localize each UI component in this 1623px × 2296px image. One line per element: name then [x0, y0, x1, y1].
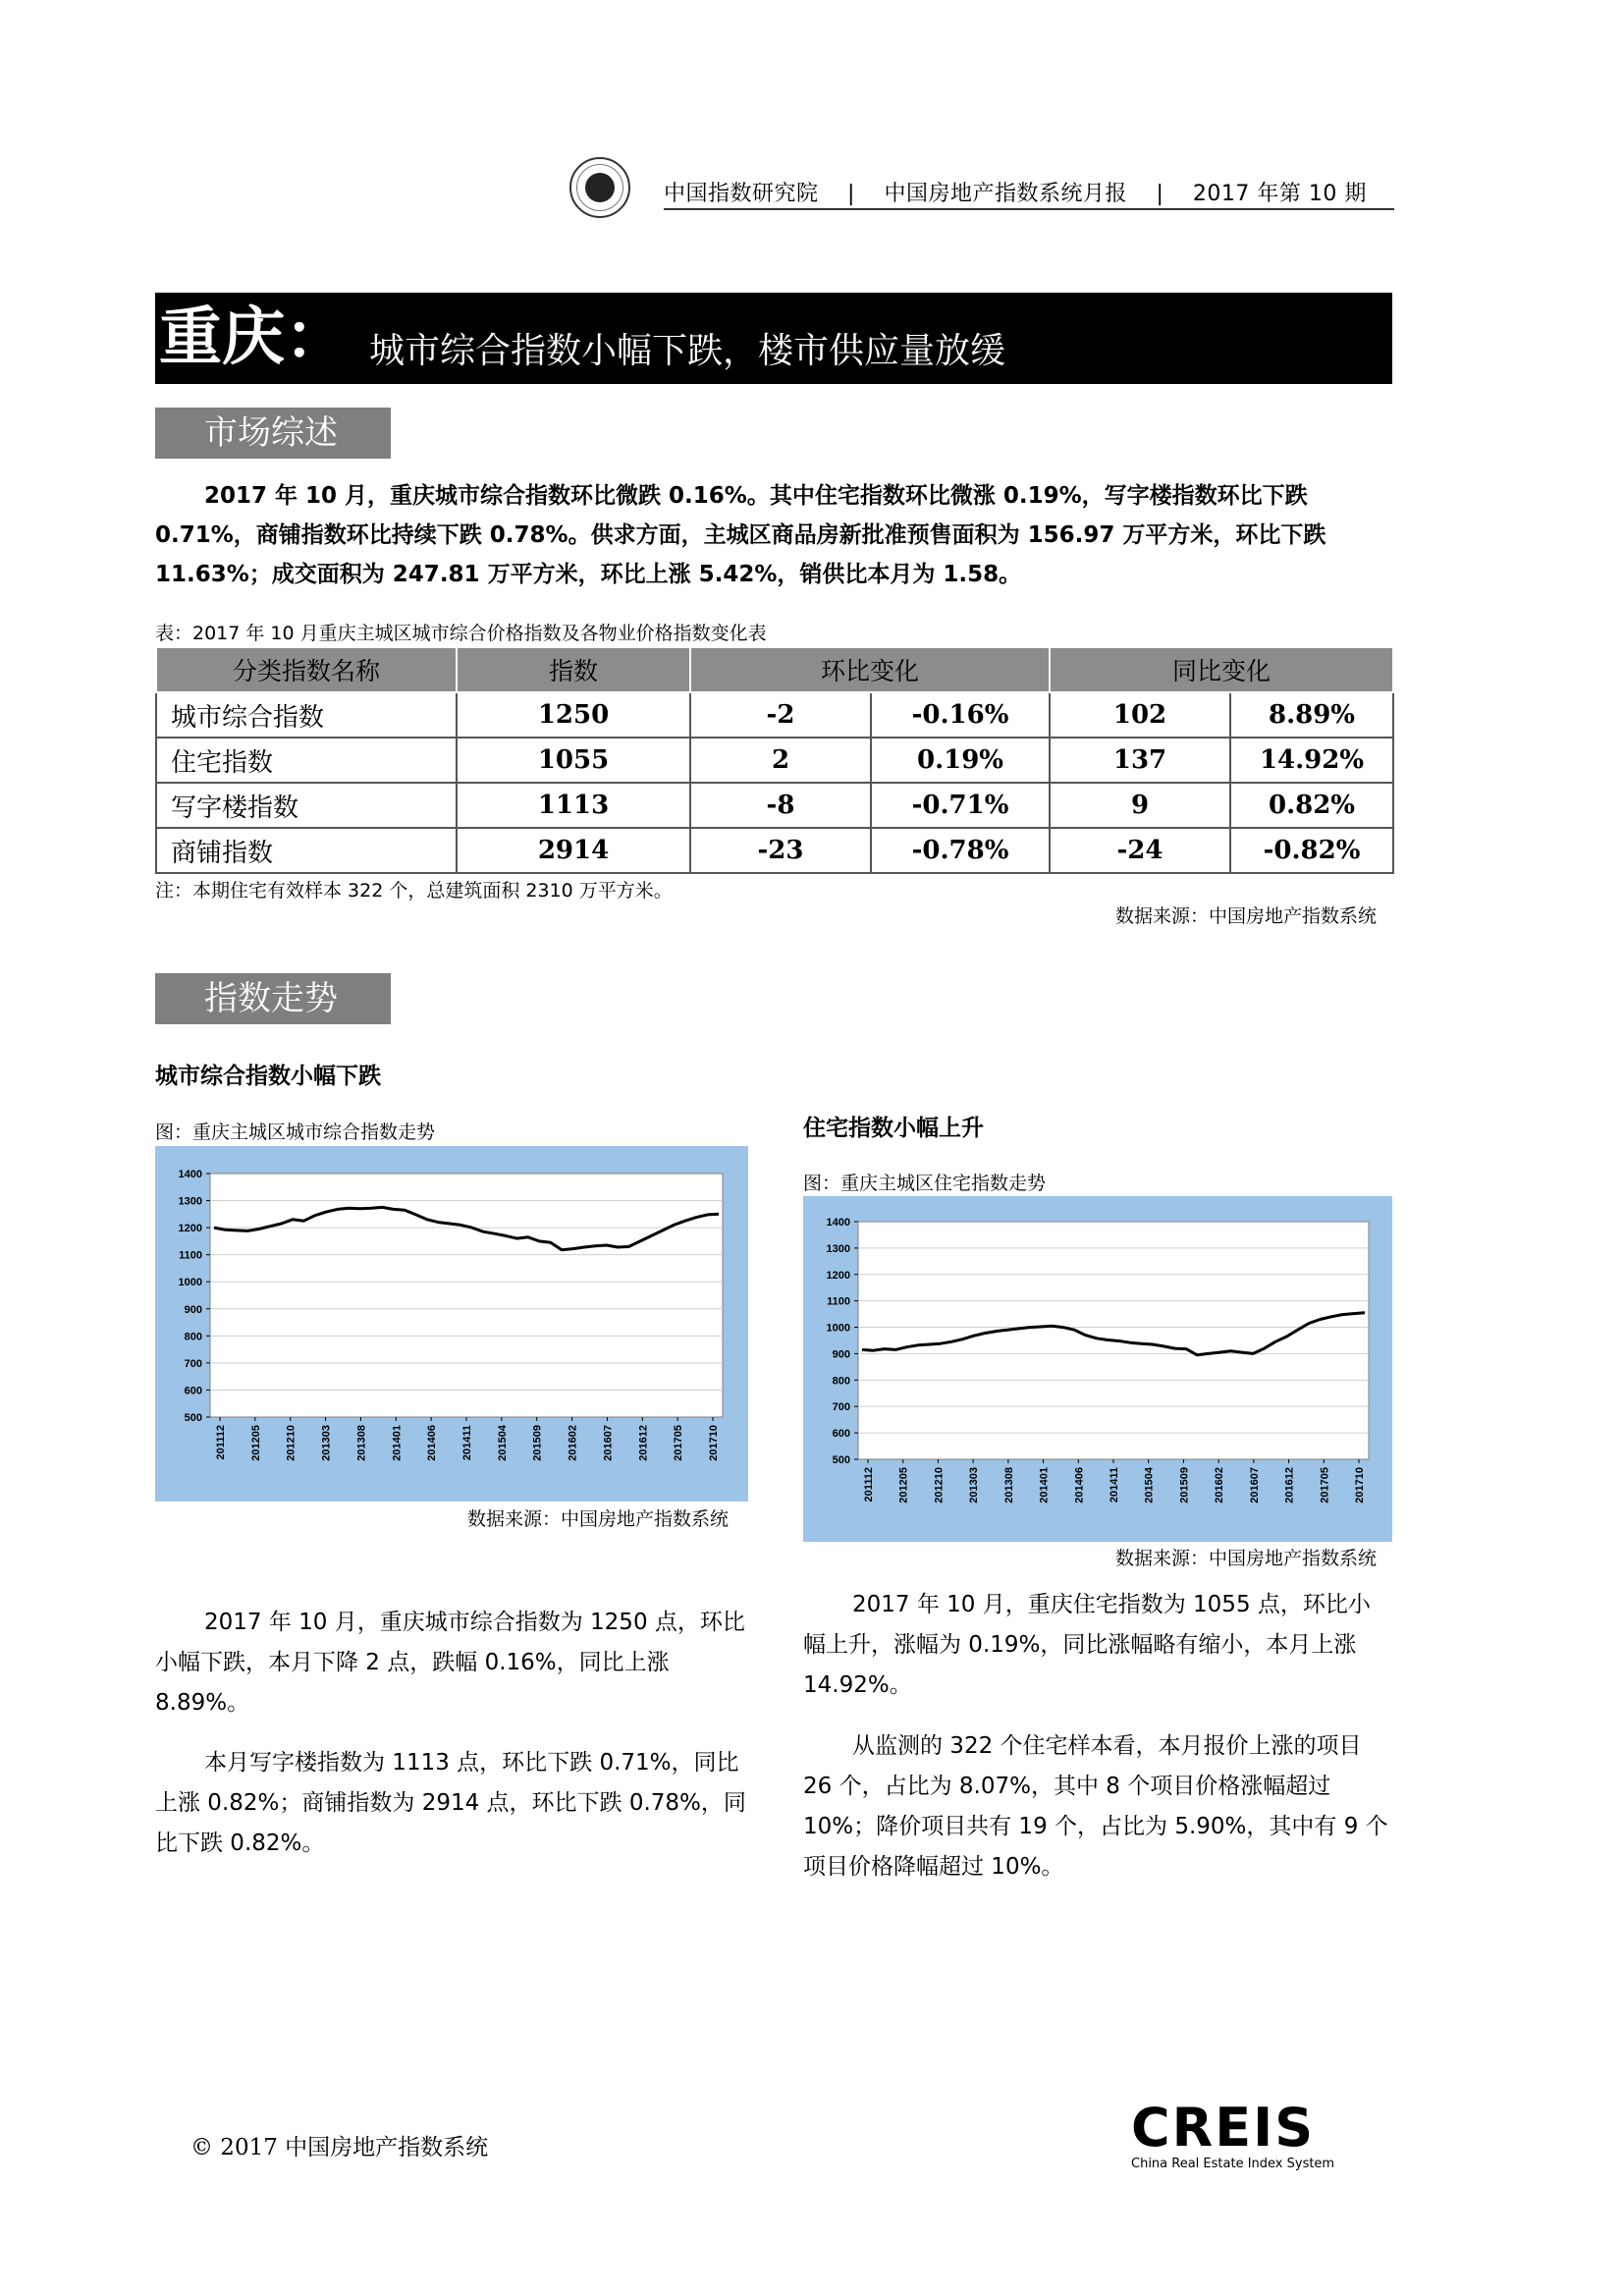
y-tick-label: 700 — [184, 1357, 202, 1370]
table-row — [156, 738, 1393, 783]
y-tick-label: 1300 — [826, 1242, 850, 1255]
index-change-table — [155, 646, 1394, 874]
x-tick-label: 201504 — [496, 1425, 509, 1461]
row-name: 城市综合指数 — [156, 692, 457, 738]
row-index: 2914 — [457, 828, 690, 873]
y-tick-label: 1300 — [178, 1195, 202, 1208]
x-tick-label: 201602 — [1214, 1467, 1226, 1503]
y-tick-label: 1400 — [826, 1217, 850, 1229]
x-tick-label: 201112 — [215, 1425, 227, 1460]
page-title: 城市综合指数小幅下跌，楼市供应量放缓 — [369, 331, 1006, 371]
row-yoy-pct: 14.92% — [1230, 738, 1393, 783]
table-header-row — [156, 647, 1393, 692]
y-tick-label: 1000 — [826, 1322, 850, 1335]
header-text — [664, 177, 1367, 207]
row-mom-pct: -0.71% — [871, 783, 1050, 828]
x-tick-label: 201308 — [355, 1425, 368, 1461]
x-tick-label: 201303 — [968, 1467, 981, 1503]
row-name: 住宅指数 — [156, 738, 457, 783]
x-tick-label: 201705 — [673, 1425, 685, 1461]
y-tick-label: 900 — [832, 1348, 850, 1361]
table-row — [156, 783, 1393, 828]
x-tick-label: 201705 — [1319, 1467, 1331, 1503]
header-separator: | — [847, 182, 855, 206]
y-tick-label: 500 — [832, 1454, 850, 1466]
report-header — [569, 157, 1394, 216]
residential-index-chart — [803, 1196, 1392, 1542]
table-note: 注：本期住宅有效样本 322 个，总建筑面积 2310 万平方米。 — [155, 880, 673, 902]
x-tick-label: 201509 — [1178, 1467, 1191, 1503]
y-tick-label: 1200 — [826, 1269, 850, 1282]
y-tick-label: 1400 — [178, 1169, 202, 1180]
y-tick-label: 1100 — [827, 1295, 850, 1308]
row-yoy-abs: 102 — [1050, 692, 1230, 738]
chart-right-source: 数据来源：中国房地产指数系统 — [1115, 1548, 1378, 1569]
row-yoy-pct: 0.82% — [1230, 783, 1393, 828]
y-tick-label: 600 — [832, 1428, 850, 1441]
x-tick-label: 201612 — [1283, 1467, 1296, 1503]
chart-left-caption: 图：重庆主城区城市综合指数走势 — [155, 1121, 436, 1143]
x-tick-label: 201303 — [320, 1425, 333, 1461]
x-tick-label: 201710 — [1354, 1467, 1366, 1503]
table-row — [156, 692, 1393, 738]
x-tick-label: 201406 — [1073, 1467, 1086, 1503]
row-mom-pct: 0.19% — [871, 738, 1050, 783]
row-index: 1113 — [457, 783, 690, 828]
table-row — [156, 828, 1393, 873]
header-issue: 2017 年第 10 期 — [1192, 182, 1367, 206]
title-band — [155, 293, 1392, 384]
row-yoy-pct: 8.89% — [1230, 692, 1393, 738]
row-index: 1250 — [457, 692, 690, 738]
row-yoy-abs: -24 — [1050, 828, 1230, 873]
chart-left-heading: 城市综合指数小幅下跌 — [155, 1064, 381, 1089]
y-tick-label: 1200 — [178, 1223, 202, 1235]
header-separator: | — [1156, 182, 1164, 206]
creis-logo-text: CREIS — [1131, 2097, 1316, 2159]
y-tick-label: 500 — [184, 1412, 202, 1424]
x-tick-label: 201308 — [1002, 1467, 1015, 1503]
row-yoy-pct: -0.82% — [1230, 828, 1393, 873]
table-caption: 表：2017 年 10 月重庆主城区城市综合价格指数及各物业价格指数变化表 — [155, 623, 767, 644]
x-tick-label: 201401 — [1038, 1467, 1051, 1503]
x-tick-label: 201509 — [531, 1425, 544, 1461]
chart-right-caption: 图：重庆主城区住宅指数走势 — [803, 1173, 1047, 1194]
x-tick-label: 201411 — [461, 1425, 473, 1461]
creis-logo-subtitle: China Real Estate Index System — [1131, 2157, 1335, 2171]
x-tick-label: 201205 — [897, 1467, 910, 1503]
col-header-mom: 环比变化 — [690, 647, 1050, 692]
x-tick-label: 201504 — [1143, 1467, 1156, 1503]
row-name: 写字楼指数 — [156, 783, 457, 828]
plot-area — [210, 1174, 723, 1417]
header-rule — [664, 208, 1394, 210]
y-tick-label: 700 — [832, 1401, 850, 1414]
institute-seal-logo — [569, 157, 630, 218]
x-tick-label: 201112 — [863, 1467, 875, 1503]
table-source: 数据来源：中国房地产指数系统 — [1115, 905, 1378, 927]
paragraph-composite-index: 2017 年 10 月，重庆城市综合指数为 1250 点，环比小幅下跌，本月下降 2 点，跌幅 0.16%，同比上涨 8.89%。 — [155, 1610, 745, 1716]
y-tick-label: 600 — [184, 1385, 202, 1397]
x-tick-label: 201411 — [1109, 1467, 1120, 1503]
y-tick-label: 1000 — [178, 1277, 202, 1289]
row-name: 商铺指数 — [156, 828, 457, 873]
row-mom-abs: -2 — [690, 692, 871, 738]
x-tick-label: 201205 — [249, 1425, 262, 1461]
row-mom-abs: 2 — [690, 738, 871, 783]
market-summary: 2017 年 10 月，重庆城市综合指数环比微跌 0.16%。其中住宅指数环比微涨 0.19%，写字楼指数环比下跌 0.71%，商铺指数环比持续下跌 0.78%。供求方面，主城区商品房新批准预售面积为 156.97 万平方米，环比下跌 11.63%；成交面积为 247.81 万平方米，环比上涨 5.42%，销供比本月为 1.58。 — [155, 483, 1326, 587]
composite-index-chart — [155, 1146, 748, 1502]
creis-logo — [1131, 2097, 1335, 2171]
row-mom-abs: -8 — [690, 783, 871, 828]
x-tick-label: 201406 — [426, 1425, 439, 1461]
row-yoy-abs: 137 — [1050, 738, 1230, 783]
x-tick-label: 201602 — [567, 1425, 579, 1461]
footer-copyright: © 2017 中国房地产指数系统 — [190, 2135, 489, 2160]
row-yoy-abs: 9 — [1050, 783, 1230, 828]
header-org: 中国指数研究院 — [664, 182, 819, 206]
paragraph-residential-index: 2017 年 10 月，重庆住宅指数为 1055 点，环比小幅上升，涨幅为 0.19%，同比涨幅略有缩小，本月上涨 14.92%。 — [803, 1592, 1371, 1698]
x-tick-label: 201612 — [637, 1425, 650, 1461]
paragraph-sample-stats: 从监测的 322 个住宅样本看，本月报价上涨的项目 26 个，占比为 8.07%，其中 8 个项目价格涨幅超过 10%；降价项目共有 19 个，占比为 5.90%，其中有 9 个项目价格降幅超过 10%。 — [803, 1733, 1388, 1880]
row-mom-pct: -0.78% — [871, 828, 1050, 873]
chart-right-frame — [803, 1196, 1392, 1542]
col-header-index: 指数 — [457, 647, 690, 692]
y-tick-label: 1100 — [179, 1249, 202, 1262]
y-tick-label: 800 — [184, 1331, 202, 1343]
y-tick-label: 800 — [832, 1375, 850, 1388]
chart-right-heading: 住宅指数小幅上升 — [803, 1116, 984, 1141]
city-title: 重庆： — [159, 301, 348, 374]
x-tick-label: 201401 — [391, 1425, 404, 1461]
section-header-trend: 指数走势 — [155, 973, 391, 1024]
x-tick-label: 201607 — [602, 1425, 615, 1461]
row-mom-abs: -23 — [690, 828, 871, 873]
section-header-overview: 市场综述 — [155, 408, 391, 459]
y-tick-label: 900 — [184, 1303, 202, 1316]
row-mom-pct: -0.16% — [871, 692, 1050, 738]
x-tick-label: 201607 — [1248, 1467, 1261, 1503]
col-header-yoy: 同比变化 — [1050, 647, 1393, 692]
x-tick-label: 201210 — [933, 1467, 946, 1503]
header-report: 中国房地产指数系统月报 — [884, 182, 1127, 206]
paragraph-office-retail: 本月写字楼指数为 1113 点，环比下跌 0.71%，同比上涨 0.82%；商铺指数为 2914 点，环比下跌 0.78%，同比下跌 0.82%。 — [155, 1750, 746, 1856]
x-tick-label: 201210 — [285, 1425, 298, 1461]
chart-left-source: 数据来源：中国房地产指数系统 — [467, 1508, 730, 1530]
col-header-name: 分类指数名称 — [156, 647, 457, 692]
row-index: 1055 — [457, 738, 690, 783]
seal-center — [585, 173, 615, 202]
chart-left-frame — [155, 1146, 748, 1502]
x-tick-label: 201710 — [708, 1425, 720, 1461]
